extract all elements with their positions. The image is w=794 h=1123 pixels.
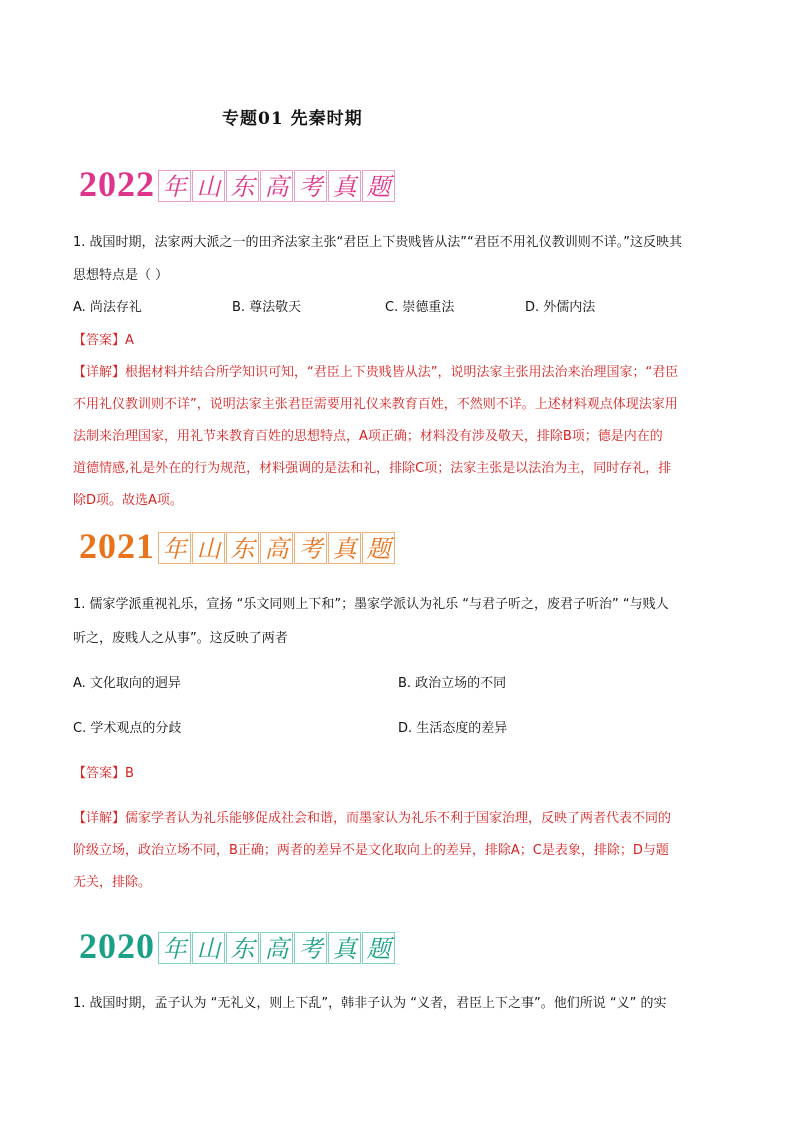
banner-char: 山 — [192, 932, 225, 964]
banner-year: 2022 — [79, 164, 155, 204]
detail-2022-line — [73, 365, 678, 381]
detail-2022-line: 道德情感,礼是外在的行为规范，材料强调的是法和礼，排除C项；法家主张是以法治为主，同时存礼，排 — [73, 461, 672, 476]
detail-text: 根据材料并结合所学知识可知，“君臣上下贵贱皆从法”，说明法家主张用法治来治理国家；“君臣 — [125, 365, 679, 380]
page-title: 专题01 先秦时期 — [222, 109, 363, 129]
banner-char: 年 — [158, 532, 191, 564]
answer-2022 — [73, 333, 134, 349]
option-b: B. 尊法敬天 — [232, 300, 302, 315]
banner-char: 年 — [158, 932, 191, 964]
detail-2022-line: 法制来治理国家，用礼节来教育百姓的思想特点，A项正确；材料没有涉及敬天，排除B项；德是内在的 — [73, 429, 663, 444]
banner-2020 — [79, 924, 395, 964]
answer-value: B — [125, 766, 134, 781]
question-2020-line: 1. 战国时期，孟子认为 “无礼义，则上下乱”，韩非子认为 “义者，君臣上下之事”。他们所说 “义” 的实 — [73, 996, 667, 1011]
answer-2021 — [73, 766, 134, 782]
detail-text: 儒家学者认为礼乐能够促成社会和谐，而墨家认为礼乐不利于国家治理，反映了两者代表不同的 — [125, 811, 672, 826]
option-b: B. 政治立场的不同 — [398, 676, 507, 691]
option-c: C. 学术观点的分歧 — [73, 721, 182, 736]
option-a: A. 尚法存礼 — [73, 300, 142, 315]
option-a: A. 文化取向的迥异 — [73, 676, 181, 691]
banner-char: 真 — [328, 932, 361, 964]
banner-char: 考 — [294, 532, 327, 564]
banner-char: 考 — [294, 932, 327, 964]
banner-char: 题 — [362, 170, 395, 202]
banner-char: 高 — [260, 532, 293, 564]
option-c: C. 崇德重法 — [385, 300, 455, 315]
banner-2021 — [79, 524, 395, 564]
question-2021-line: 1. 儒家学派重视礼乐，宣扬 “乐文同则上下和”；墨家学派认为礼乐 “与君子听之，废君子听治” “与贱人 — [73, 597, 669, 612]
question-2022-line: 1. 战国时期，法家两大派之一的田齐法家主张“君臣上下贵贱皆从法”“君臣不用礼仪教训则不详。”这反映其 — [73, 235, 682, 250]
detail-label: 【详解】 — [73, 365, 126, 380]
detail-2022-line: 不用礼仪教训则不详”，说明法家主张君臣需要用礼仪来教育百姓，不然则不详。上述材料观点体现法家用 — [73, 397, 678, 412]
banner-char: 考 — [294, 170, 327, 202]
banner-char: 真 — [328, 170, 361, 202]
banner-char: 东 — [226, 932, 259, 964]
detail-2022-line: 除D项。故选A项。 — [73, 493, 183, 508]
banner-char: 山 — [192, 532, 225, 564]
banner-char: 题 — [362, 532, 395, 564]
detail-2021-line: 阶级立场，政治立场不同，B正确；两者的差异不是文化取向上的差异，排除A；C是表象，排除；D与题 — [73, 843, 669, 858]
answer-label: 【答案】 — [73, 766, 126, 781]
detail-label: 【详解】 — [73, 811, 126, 826]
option-d: D. 生活态度的差异 — [398, 721, 508, 736]
banner-2022 — [79, 162, 395, 202]
banner-char: 东 — [226, 170, 259, 202]
banner-char: 题 — [362, 932, 395, 964]
banner-char: 年 — [158, 170, 191, 202]
question-2022-line: 思想特点是（ ） — [73, 268, 169, 283]
banner-year: 2021 — [79, 526, 155, 566]
banner-char: 东 — [226, 532, 259, 564]
banner-char: 高 — [260, 170, 293, 202]
answer-value: A — [125, 333, 134, 348]
question-2021-line: 听之，废贱人之从事”。这反映了两者 — [73, 631, 288, 646]
banner-year: 2020 — [79, 926, 155, 966]
option-d: D. 外儒内法 — [525, 300, 596, 315]
detail-2021-line — [73, 811, 671, 827]
banner-char: 高 — [260, 932, 293, 964]
banner-char: 山 — [192, 170, 225, 202]
detail-2021-line: 无关，排除。 — [73, 875, 152, 890]
answer-label: 【答案】 — [73, 333, 126, 348]
banner-char: 真 — [328, 532, 361, 564]
